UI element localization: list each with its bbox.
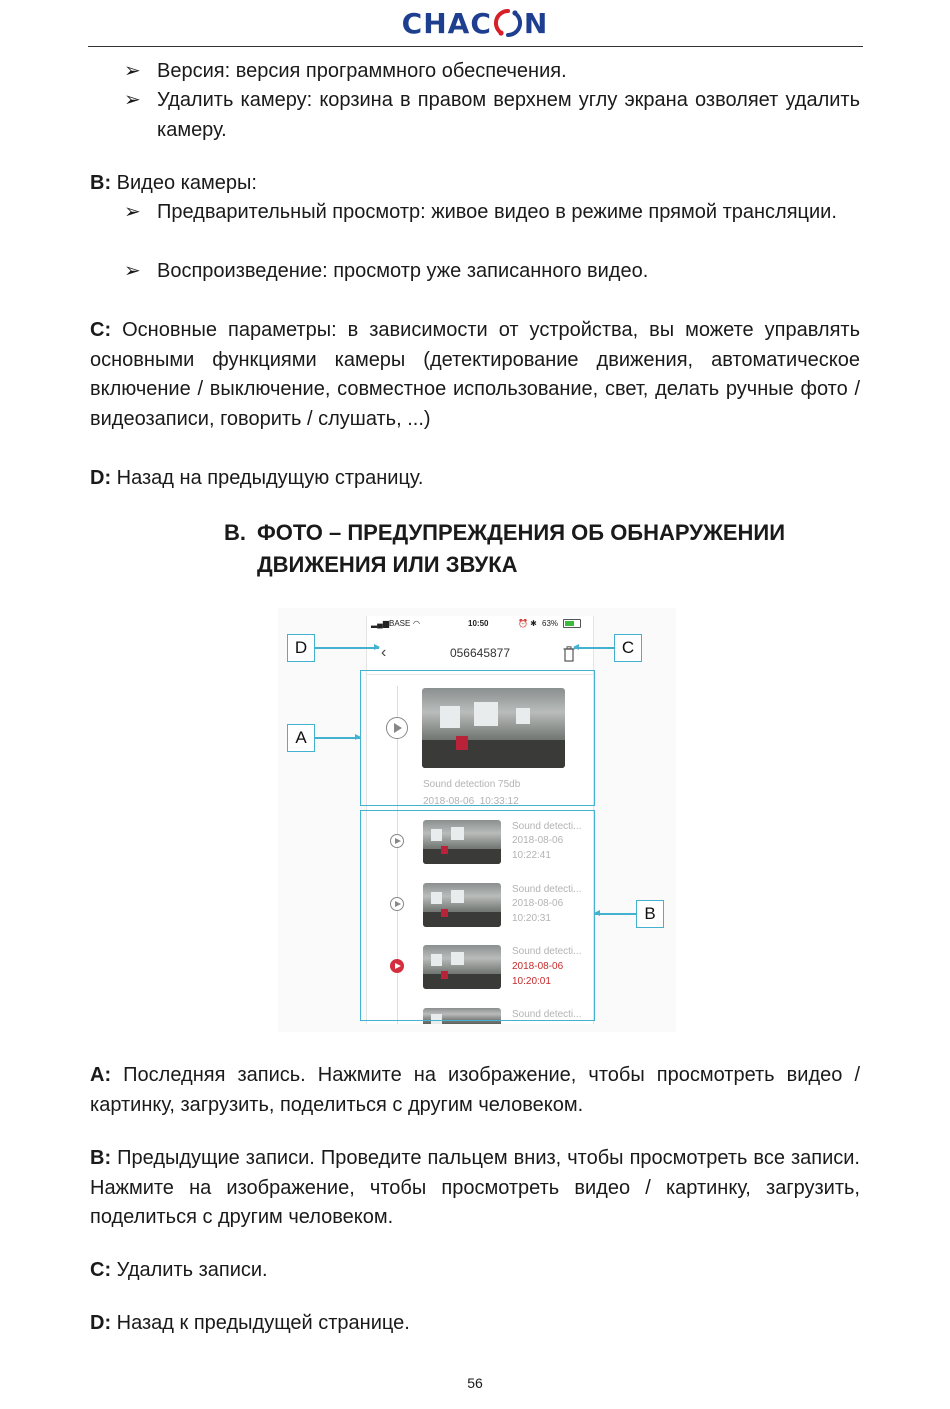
bullet-delete-camera: ➢ Удалить камеру: корзина в правом верхнем углу экрана озволяет удалить камеру. xyxy=(124,86,860,145)
record-event: Sound detecti... xyxy=(512,884,582,895)
record-date: 2018-08-06 xyxy=(512,835,564,846)
bullet-playback: ➢ Воспроизведение: просмотр уже записанного видео. xyxy=(124,257,860,287)
record-event: Sound detecti... xyxy=(512,821,582,832)
clock: 10:50 xyxy=(468,619,489,628)
arrow-bullet-icon: ➢ xyxy=(124,60,141,82)
wifi-icon: ◠ xyxy=(413,619,420,628)
signal-icon: ▂▄▆ xyxy=(371,619,389,628)
record-time: 10:20:31 xyxy=(512,913,551,924)
nav-bar xyxy=(367,634,593,675)
callout-box-b xyxy=(360,810,595,1021)
record-event: Sound detecti... xyxy=(512,1009,582,1020)
latest-event: Sound detection 75db xyxy=(423,779,521,790)
app-screenshot-figure xyxy=(278,608,676,1032)
para-b: B: Видео камеры: xyxy=(90,172,257,194)
back-chevron-icon[interactable]: ‹ xyxy=(381,644,387,661)
callout-box-a xyxy=(360,670,595,806)
callout-label-c: C xyxy=(614,634,642,662)
battery-percent: 63% xyxy=(542,619,559,628)
record-event: Sound detecti... xyxy=(512,946,582,957)
section-heading: B. ФОТО – ПРЕДУПРЕЖДЕНИЯ ОБ ОБНАРУЖЕНИИ ДВИЖЕНИЯ ИЛИ ЗВУКА xyxy=(224,520,786,577)
desc-b: B: Предыдущие записи. Проведите пальцем вниз, чтобы просмотреть все записи. Нажмите на изображение, чтобы просмотреть видео / картинку, загрузить, поделиться с другим человеком. xyxy=(90,1147,860,1228)
bullet-version: ➢ Версия: версия программного обеспечения. xyxy=(124,57,860,87)
logo-text-left: CHAC xyxy=(401,7,492,40)
record-date: 2018-08-06 xyxy=(512,961,564,972)
battery-icon xyxy=(563,619,581,628)
desc-d: D: Назад к предыдущей странице. xyxy=(90,1312,410,1334)
chacon-logo xyxy=(0,4,950,44)
record-date: 2018-08-06 xyxy=(512,898,564,909)
logo-o-icon xyxy=(493,8,523,38)
para-d: D: Назад на предыдущую страницу. xyxy=(90,467,424,489)
carrier-name: BASE xyxy=(389,619,411,628)
header-rule xyxy=(88,46,863,47)
callout-arrow-a xyxy=(315,737,360,739)
bullet-preview: ➢ Предварительный просмотр: живое видео в режиме прямой трансляции. xyxy=(124,198,860,228)
para-c: C: Основные параметры: в зависимости от устройства, вы можете управлять основными функциями камеры (детектирование движения, автоматическое включение / выключение, совместное использование, свет, делать ручные фото / видеозаписи, говорить / слушать, ...) xyxy=(90,319,860,430)
callout-arrow-c xyxy=(574,647,614,649)
status-bar xyxy=(367,616,593,632)
callout-arrow-d xyxy=(315,647,379,649)
record-time: 10:22:41 xyxy=(512,850,551,861)
arrow-bullet-icon: ➢ xyxy=(124,260,141,282)
record-time: 10:20:01 xyxy=(512,976,551,987)
alarm-bluetooth-icon: ⏰ ✱ xyxy=(518,619,537,628)
callout-label-b: B xyxy=(636,900,664,928)
latest-timestamp: 2018-08-06 10:33:12 xyxy=(423,796,519,807)
desc-a: A: Последняя запись. Нажмите на изображение, чтобы просмотреть видео / картинку, загрузить, поделиться с другим человеком. xyxy=(90,1064,860,1116)
arrow-bullet-icon: ➢ xyxy=(124,201,141,223)
arrow-bullet-icon: ➢ xyxy=(124,89,141,111)
callout-label-d: D xyxy=(287,634,315,662)
callout-label-a: A xyxy=(287,724,315,752)
page-number: 56 xyxy=(467,1375,483,1391)
desc-c: C: Удалить записи. xyxy=(90,1259,268,1281)
device-title: 056645877 xyxy=(449,646,511,660)
callout-arrow-b xyxy=(595,913,636,915)
logo-text-right: N xyxy=(523,7,549,40)
